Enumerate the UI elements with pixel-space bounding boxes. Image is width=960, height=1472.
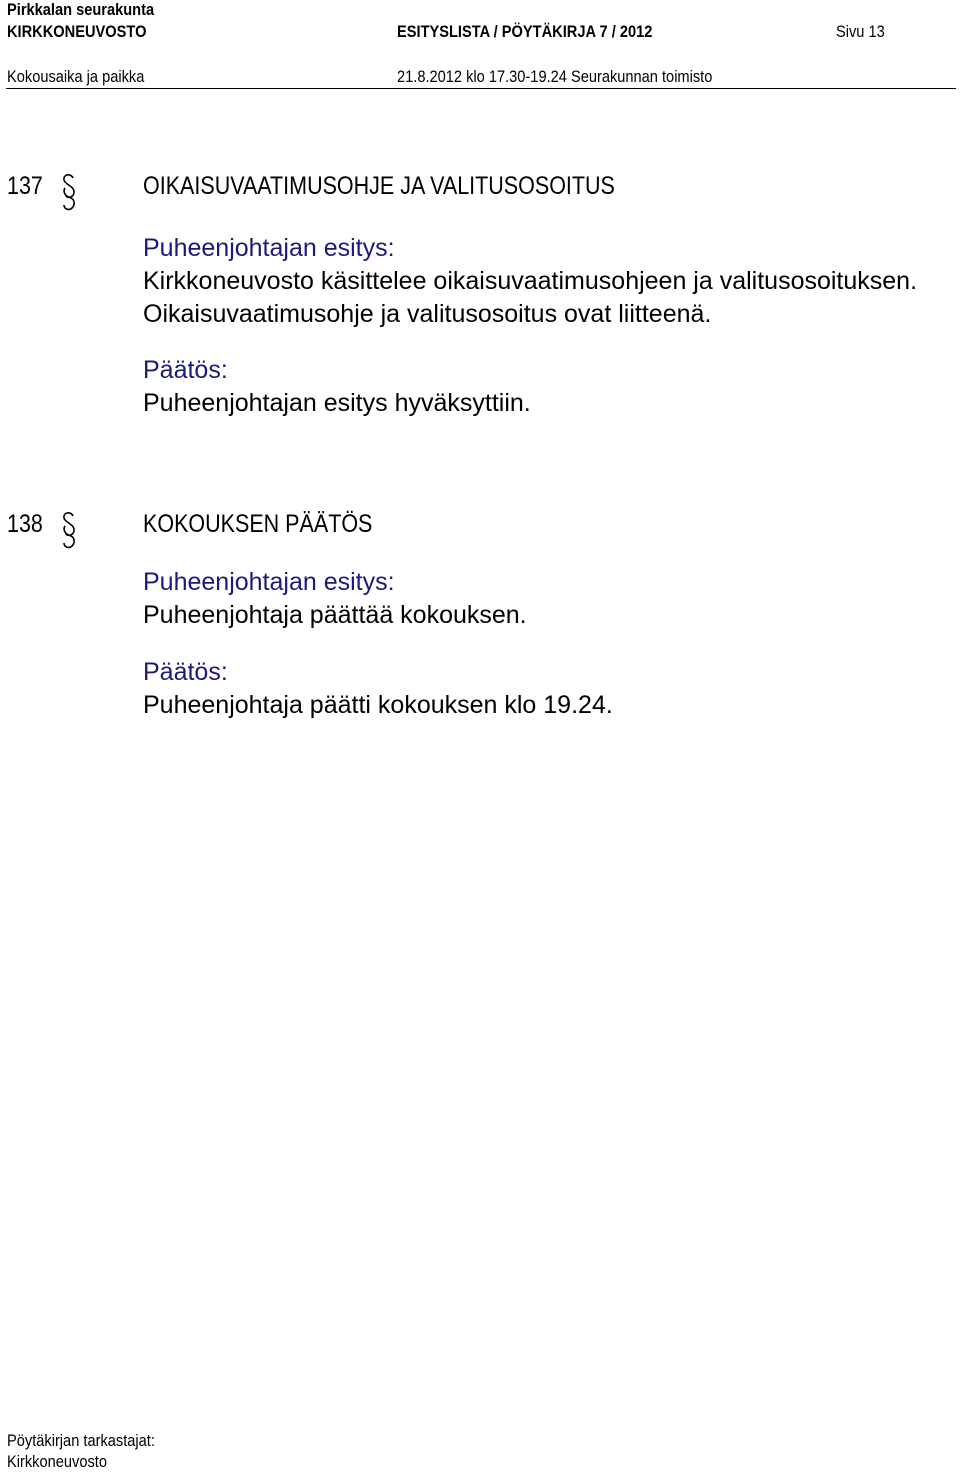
proposal-text: Kirkkoneuvosto käsittelee oikaisuvaatimusohjeen ja valitusosoituksen. [143, 267, 918, 295]
decision-text: Puheenjohtaja päätti kokouksen klo 19.24. [143, 691, 613, 719]
governing-body: KIRKKONEUVOSTO [7, 22, 147, 41]
proposal-text: Puheenjohtaja päättää kokouksen. [143, 601, 527, 629]
page-number: Sivu 13 [836, 22, 885, 41]
meeting-time-place-label: Kokousaika ja paikka [7, 67, 145, 86]
section-title: OIKAISUVAATIMUSOHJE JA VALITUSOSOITUS [143, 172, 615, 200]
proposal-text: Oikaisuvaatimusohje ja valitusosoitus ovat liitteenä. [143, 300, 712, 328]
section-138-body [143, 566, 527, 632]
header-divider [6, 88, 956, 89]
section-sign-icon [58, 510, 80, 550]
page-header [0, 0, 960, 92]
meeting-time-place-value: 21.8.2012 klo 17.30-19.24 Seurakunnan toimisto [397, 67, 713, 86]
organization-name: Pirkkalan seurakunta [7, 0, 155, 19]
section-title: KOKOUKSEN PÄÄTÖS [143, 510, 373, 538]
section-137-body [143, 232, 917, 331]
document-type: ESITYSLISTA / PÖYTÄKIRJA 7 / 2012 [397, 22, 653, 41]
section-number: 137 [7, 172, 43, 200]
section-138-decision [143, 656, 613, 722]
section-137-decision [143, 354, 531, 420]
section-sign-icon [58, 172, 80, 212]
decision-text: Puheenjohtajan esitys hyväksyttiin. [143, 389, 531, 417]
footer-body-name: Kirkkoneuvosto [7, 1452, 107, 1471]
proposal-label: Puheenjohtajan esitys: [143, 234, 395, 262]
section-number: 138 [7, 510, 43, 538]
decision-label: Päätös: [143, 658, 228, 686]
footer-checkers-label: Pöytäkirjan tarkastajat: [7, 1431, 155, 1450]
decision-label: Päätös: [143, 356, 228, 384]
proposal-label: Puheenjohtajan esitys: [143, 568, 395, 596]
